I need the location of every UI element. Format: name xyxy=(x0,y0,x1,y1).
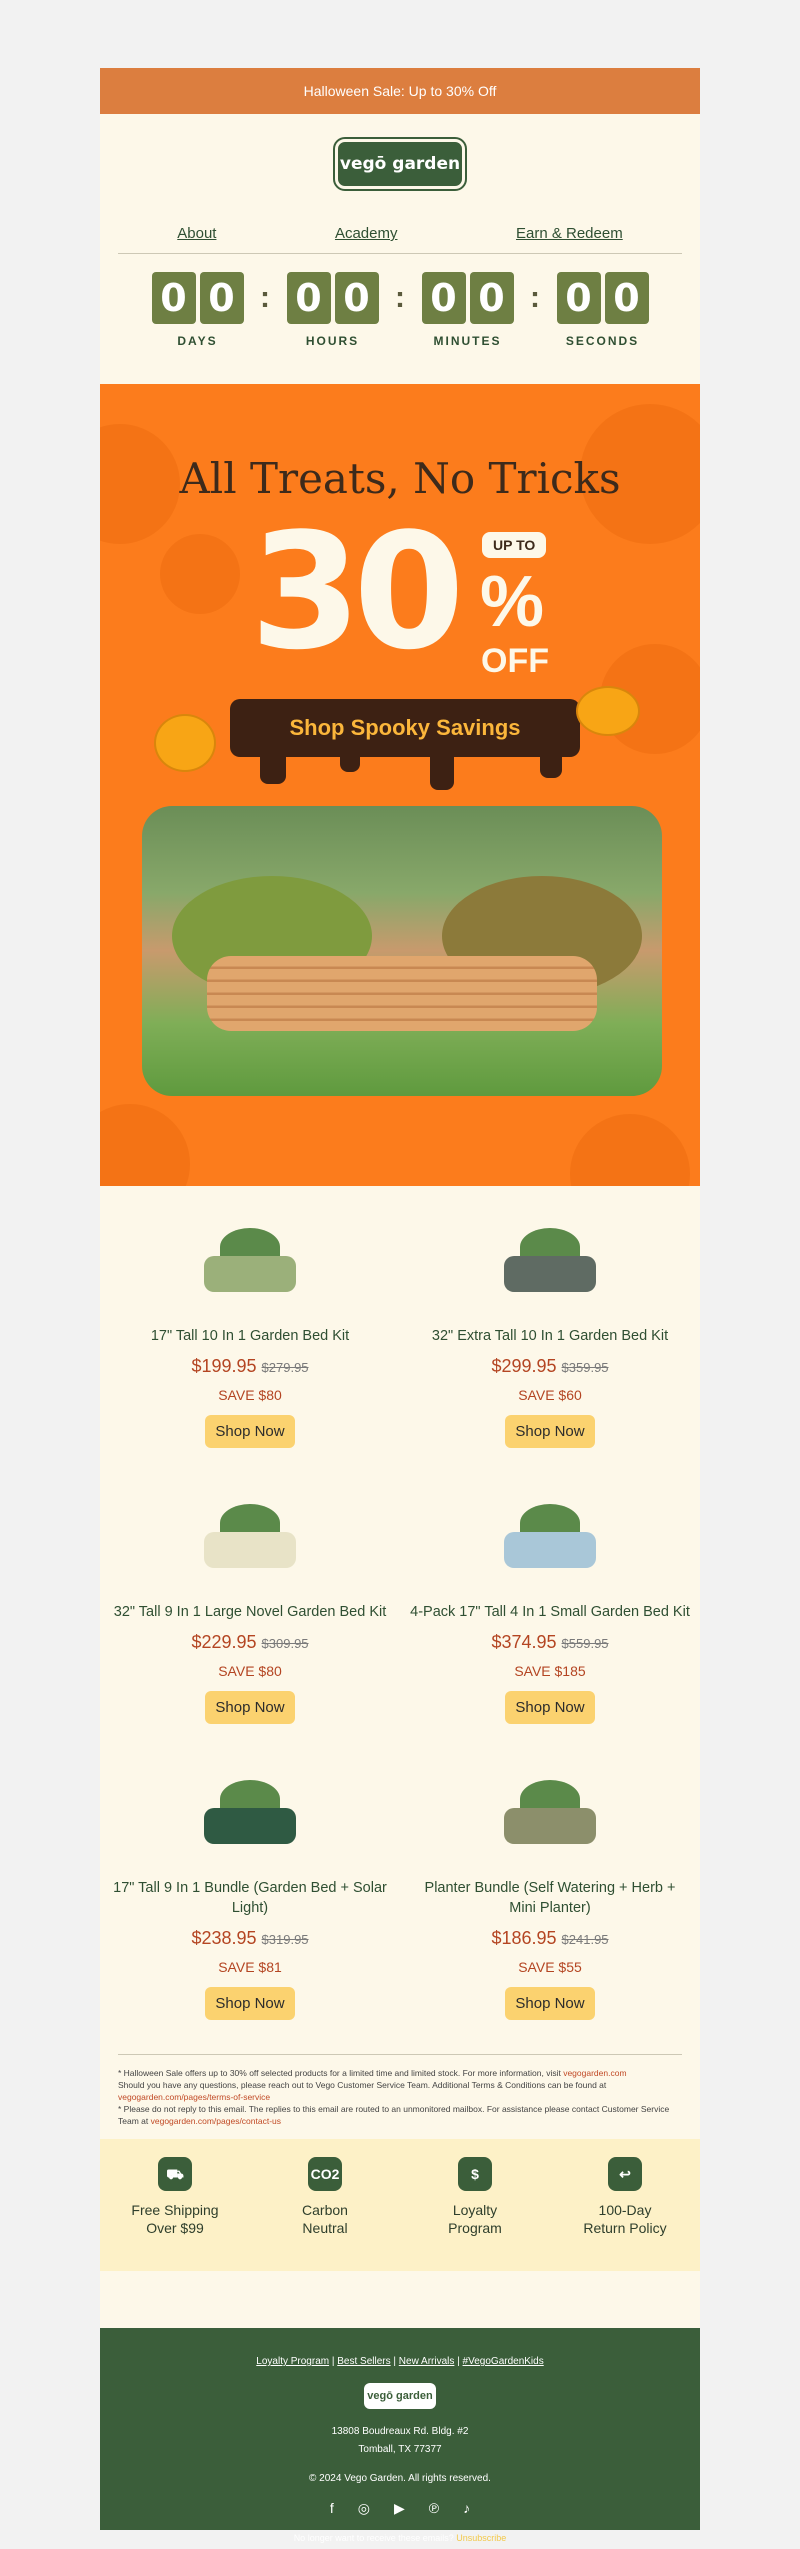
garden-bed-illustration xyxy=(204,1532,296,1568)
footer-link-new-arrivals[interactable]: New Arrivals xyxy=(398,2356,455,2367)
perk-carbon-neutral xyxy=(265,2157,385,2237)
unsubscribe-line xyxy=(100,2533,700,2543)
social-icons xyxy=(100,2500,700,2517)
savings-label: SAVE $60 xyxy=(518,1387,582,1403)
product-name[interactable]: 4-Pack 17" Tall 4 In 1 Small Garden Bed Kit xyxy=(410,1604,690,1620)
garden-bed-illustration xyxy=(504,1256,596,1292)
garden-bed-illustration xyxy=(504,1532,596,1568)
footer-link-kids[interactable]: #VegoGardenKids xyxy=(462,2356,544,2367)
money-bag-icon: $ xyxy=(458,2157,492,2191)
product-name[interactable]: 17" Tall 9 In 1 Bundle (Garden Bed + Solar Light) xyxy=(113,1880,387,1916)
digit: 0 xyxy=(422,272,466,324)
footer-link-loyalty[interactable]: Loyalty Program xyxy=(256,2356,330,2367)
link-separator: | xyxy=(457,2356,460,2367)
nav-link-about[interactable]: About xyxy=(177,225,217,242)
shop-now-button[interactable]: Shop Now xyxy=(505,1415,594,1448)
sale-banner[interactable]: Halloween Sale: Up to 30% Off xyxy=(100,68,700,114)
jack-o-lantern-icon xyxy=(154,714,216,772)
digit: 0 xyxy=(557,272,601,324)
footer xyxy=(100,2328,700,2543)
product-section xyxy=(100,1186,700,2034)
product-price xyxy=(400,1632,700,1653)
digit: 0 xyxy=(470,272,514,324)
shop-now-button[interactable]: Shop Now xyxy=(205,1691,294,1724)
shop-now-button[interactable]: Shop Now xyxy=(505,1987,594,2020)
product-price xyxy=(400,1928,700,1949)
return-icon: ↩ xyxy=(608,2157,642,2191)
skull-pattern xyxy=(570,1114,690,1186)
perk-line: 100-Day xyxy=(598,2202,652,2218)
product-card xyxy=(400,1206,700,1482)
fine-print-text: * Please do not reply to this email. The replies to this email are routed to an unmonitored mailbox. For assistance please contact Customer Service Team at xyxy=(118,2104,670,2126)
footer-logo[interactable]: vegō garden xyxy=(364,2383,436,2409)
email-container xyxy=(100,68,700,2543)
countdown-timer xyxy=(100,254,700,384)
fine-print-text: * Halloween Sale offers up to 30% off selected products for a limited time and limited stock. For more information, visit xyxy=(118,2068,564,2078)
product-card xyxy=(100,1482,400,1758)
hero-headline: All Treats, No Tricks xyxy=(179,454,621,503)
product-card xyxy=(100,1206,400,1482)
copyright: © 2024 Vego Garden. All rights reserved. xyxy=(309,2473,491,2484)
perk-line: Return Policy xyxy=(583,2220,667,2236)
countdown-separator: : xyxy=(530,281,540,314)
original-price: $559.95 xyxy=(561,1636,609,1651)
skull-pattern xyxy=(160,534,240,614)
discount-number: 30 xyxy=(250,498,457,685)
up-to-badge: UP TO xyxy=(482,532,546,558)
digit: 0 xyxy=(335,272,379,324)
digit: 0 xyxy=(152,272,196,324)
perk-line: Over $99 xyxy=(146,2220,204,2236)
sale-price: $238.95 xyxy=(191,1928,257,1948)
shop-now-button[interactable]: Shop Now xyxy=(205,1987,294,2020)
perk-loyalty xyxy=(415,2157,535,2237)
original-price: $279.95 xyxy=(261,1360,309,1375)
product-card xyxy=(400,1482,700,1758)
terms-link[interactable]: vegogarden.com/pages/terms-of-service xyxy=(118,2092,271,2102)
product-name[interactable]: 32" Extra Tall 10 In 1 Garden Bed Kit xyxy=(431,1328,669,1344)
youtube-icon[interactable]: ▶ xyxy=(394,2500,405,2516)
pumpkin-pattern xyxy=(100,1104,190,1186)
footer-address xyxy=(100,2423,700,2459)
address-line: Tomball, TX 77377 xyxy=(358,2444,442,2455)
digit: 0 xyxy=(200,272,244,324)
perk-line: Carbon xyxy=(302,2202,348,2218)
original-price: $241.95 xyxy=(561,1932,609,1947)
shop-now-button[interactable]: Shop Now xyxy=(205,1415,294,1448)
sale-price: $199.95 xyxy=(191,1356,257,1376)
garden-bed-illustration xyxy=(204,1256,296,1292)
digit: 0 xyxy=(605,272,649,324)
original-price: $309.95 xyxy=(261,1636,309,1651)
product-name[interactable]: Planter Bundle (Self Watering + Herb + Mini Planter) xyxy=(424,1880,676,1916)
vego-garden-logo[interactable]: vegō garden xyxy=(335,139,465,189)
sale-price: $229.95 xyxy=(191,1632,257,1652)
countdown-seconds xyxy=(553,272,653,348)
fine-print xyxy=(118,2054,682,2127)
product-image[interactable] xyxy=(490,1206,610,1306)
product-card xyxy=(100,1758,400,2034)
top-nav xyxy=(118,214,682,254)
nav-link-academy[interactable]: Academy xyxy=(334,225,398,242)
perk-line: Program xyxy=(448,2220,502,2236)
footer-link-best-sellers[interactable]: Best Sellers xyxy=(337,2356,391,2367)
product-image[interactable] xyxy=(490,1758,610,1858)
link-separator: | xyxy=(393,2356,397,2367)
garden-bed-photo xyxy=(142,806,662,1096)
shop-spooky-savings-button[interactable]: Shop Spooky Savings xyxy=(230,699,580,757)
shop-now-button[interactable]: Shop Now xyxy=(505,1691,594,1724)
perk-return-policy xyxy=(565,2157,685,2237)
perk-line: Loyalty xyxy=(452,2202,498,2218)
facebook-icon[interactable]: f xyxy=(329,2500,334,2516)
vegogarden-link[interactable]: vegogarden.com xyxy=(563,2068,627,2078)
savings-label: SAVE $55 xyxy=(518,1959,582,1975)
countdown-minutes xyxy=(418,272,518,348)
digit: 0 xyxy=(287,272,331,324)
product-image[interactable] xyxy=(190,1758,310,1858)
logo-area xyxy=(100,114,700,214)
raised-garden-bed xyxy=(207,956,597,1031)
product-grid xyxy=(100,1206,700,2034)
unsubscribe-link[interactable]: Unsubscribe xyxy=(456,2533,507,2543)
perk-line: Neutral xyxy=(302,2220,348,2236)
product-name[interactable]: 17" Tall 10 In 1 Garden Bed Kit xyxy=(150,1328,350,1344)
product-price xyxy=(100,1632,400,1653)
perk-line: Free Shipping xyxy=(131,2202,219,2218)
fine-print-line xyxy=(118,2067,682,2079)
product-image[interactable] xyxy=(190,1206,310,1306)
savings-label: SAVE $80 xyxy=(218,1387,282,1403)
countdown-label: SECONDS xyxy=(565,334,640,348)
unsubscribe-text: No longer want to receive these emails? xyxy=(293,2533,457,2543)
countdown-label: MINUTES xyxy=(433,334,502,348)
garden-bed-illustration xyxy=(204,1808,296,1844)
product-image[interactable] xyxy=(190,1482,310,1582)
contact-us-link[interactable]: vegogarden.com/pages/contact-us xyxy=(150,2116,282,2126)
countdown-label: HOURS xyxy=(305,334,360,348)
perk-free-shipping xyxy=(115,2157,235,2237)
countdown-separator: : xyxy=(260,281,270,314)
truck-icon: ⛟ xyxy=(158,2157,192,2191)
countdown-separator: : xyxy=(395,281,405,314)
product-price xyxy=(100,1356,400,1377)
original-price: $319.95 xyxy=(261,1932,309,1947)
garden-bed-illustration xyxy=(504,1808,596,1844)
nav-link-earn-redeem[interactable]: Earn & Redeem xyxy=(515,225,623,242)
instagram-icon[interactable]: ◎ xyxy=(357,2500,370,2516)
product-name[interactable]: 32" Tall 9 In 1 Large Novel Garden Bed Kit xyxy=(113,1604,387,1620)
savings-label: SAVE $185 xyxy=(514,1663,586,1679)
savings-label: SAVE $81 xyxy=(218,1959,282,1975)
product-price xyxy=(100,1928,400,1949)
savings-label: SAVE $80 xyxy=(218,1663,282,1679)
off-label: OFF xyxy=(481,642,549,680)
sale-price: $186.95 xyxy=(491,1928,557,1948)
sale-price: $299.95 xyxy=(491,1356,557,1376)
pinterest-icon[interactable]: ℗ xyxy=(428,2500,440,2516)
perks-bar xyxy=(100,2139,700,2271)
countdown-days xyxy=(148,272,248,348)
countdown-label: DAYS xyxy=(177,334,218,348)
sale-price: $374.95 xyxy=(491,1632,557,1652)
co2-icon: CO2 xyxy=(308,2157,342,2191)
tiktok-icon[interactable]: ♪ xyxy=(463,2500,471,2516)
fine-print-line: Should you have any questions, please reach out to Vego Customer Service Team. Additional Terms & Conditions can be found at xyxy=(118,2080,607,2090)
address-line: 13808 Boudreaux Rd. Bldg. #2 xyxy=(331,2426,469,2437)
product-price xyxy=(400,1356,700,1377)
fine-print-line xyxy=(118,2103,682,2127)
countdown-hours xyxy=(283,272,383,348)
product-image[interactable] xyxy=(490,1482,610,1582)
original-price: $359.95 xyxy=(561,1360,609,1375)
link-separator: | xyxy=(331,2356,335,2367)
percent-sign: % xyxy=(480,562,545,642)
product-card xyxy=(400,1758,700,2034)
footer-links xyxy=(100,2328,700,2367)
jack-o-lantern-icon xyxy=(576,686,640,736)
hero-banner[interactable] xyxy=(100,384,700,1186)
